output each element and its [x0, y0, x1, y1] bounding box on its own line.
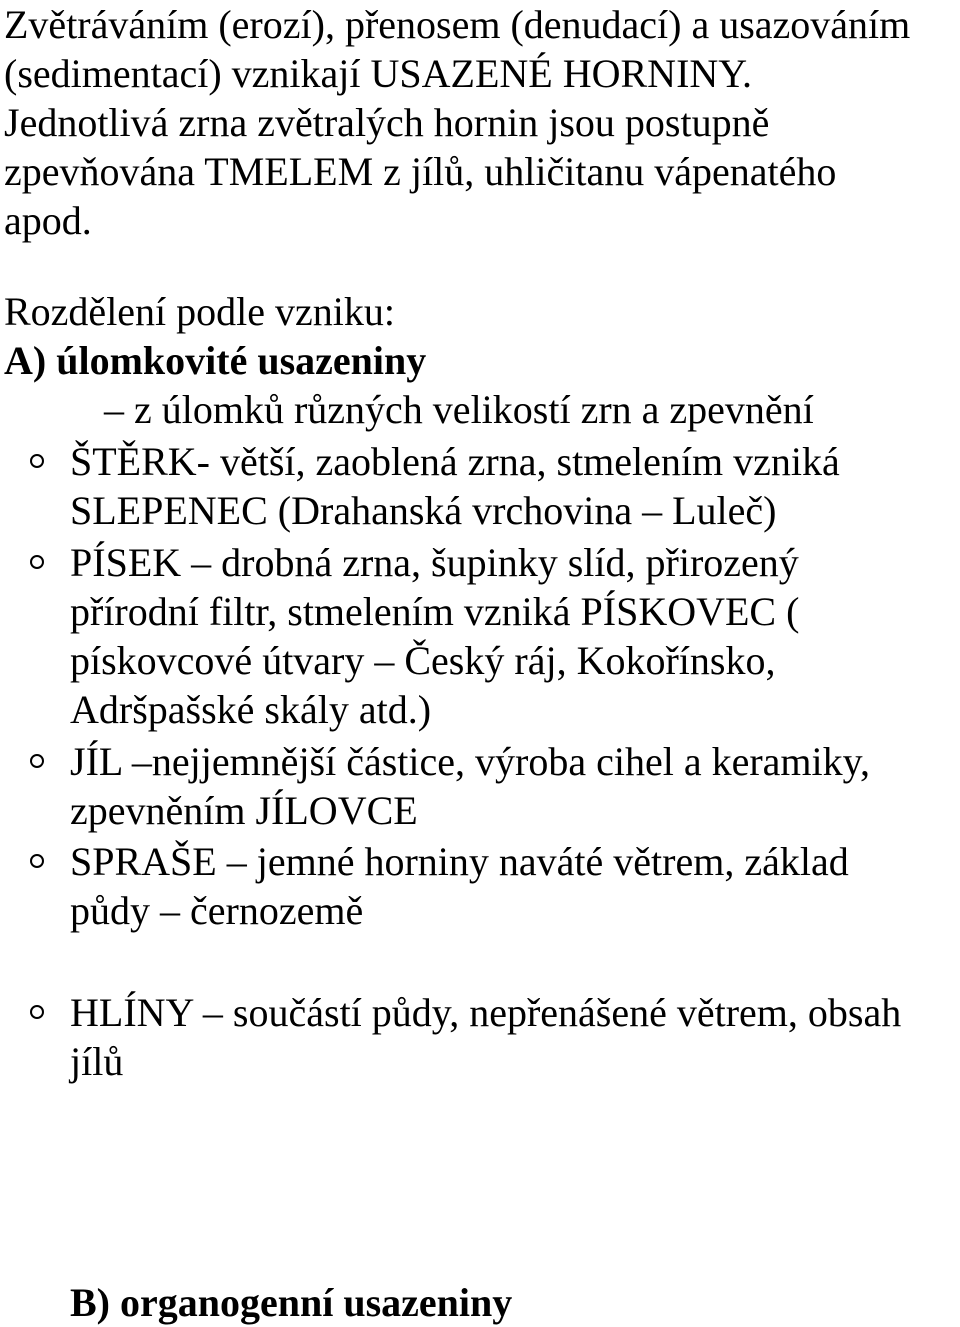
intro-line-4: zpevňována TMELEM z jílů, uhličitanu vápenatého — [4, 149, 837, 194]
bullet-icon — [30, 1005, 44, 1019]
list-item-pisek-line-3: pískovcové útvary – Český ráj, Kokořínsko, — [70, 638, 776, 683]
list-item-jil-line-2: zpevněním JÍLOVCE — [70, 788, 418, 833]
list-item-hliny-line-1: HLÍNY – součástí půdy, nepřenášené větrem, obsah — [70, 990, 902, 1035]
section-a-title: A) úlomkovité usazeniny — [4, 338, 427, 383]
section-b-title: B) organogenní usazeniny — [70, 1280, 513, 1325]
intro-line-3: Jednotlivá zrna zvětralých hornin jsou postupně — [4, 100, 770, 145]
intro-line-5: apod. — [4, 198, 92, 243]
section-a-subtitle: – z úlomků různých velikostí zrn a zpevnění — [104, 387, 814, 432]
list-item-sterk-line-2: SLEPENEC (Drahanská vrchovina – Luleč) — [70, 488, 777, 533]
division-heading: Rozdělení podle vzniku: — [4, 289, 396, 334]
list-item-hliny-line-2: jílů — [70, 1039, 124, 1084]
bullet-icon — [30, 555, 44, 569]
bullet-icon — [30, 454, 44, 468]
list-item-sterk-line-1: ŠTĚRK- větší, zaoblená zrna, stmelením vzniká — [70, 439, 840, 484]
list-item-pisek-line-1: PÍSEK – drobná zrna, šupinky slíd, přirozený — [70, 540, 799, 585]
list-item-pisek-line-2: přírodní filtr, stmelením vzniká PÍSKOVEC ( — [70, 589, 800, 634]
bullet-icon — [30, 754, 44, 768]
list-item-sprase-line-2: půdy – černozemě — [70, 888, 364, 933]
list-item-sprase-line-1: SPRAŠE – jemné horniny naváté větrem, základ — [70, 839, 849, 884]
list-item-jil-line-1: JÍL –nejjemnější částice, výroba cihel a keramiky, — [70, 739, 871, 784]
list-item-pisek-line-4: Adršpašské skály atd.) — [70, 687, 432, 732]
intro-line-1: Zvětráváním (erozí), přenosem (denudací) a usazováním — [4, 2, 911, 47]
intro-line-2: (sedimentací) vznikají USAZENÉ HORNINY. — [4, 51, 753, 96]
bullet-icon — [30, 854, 44, 868]
